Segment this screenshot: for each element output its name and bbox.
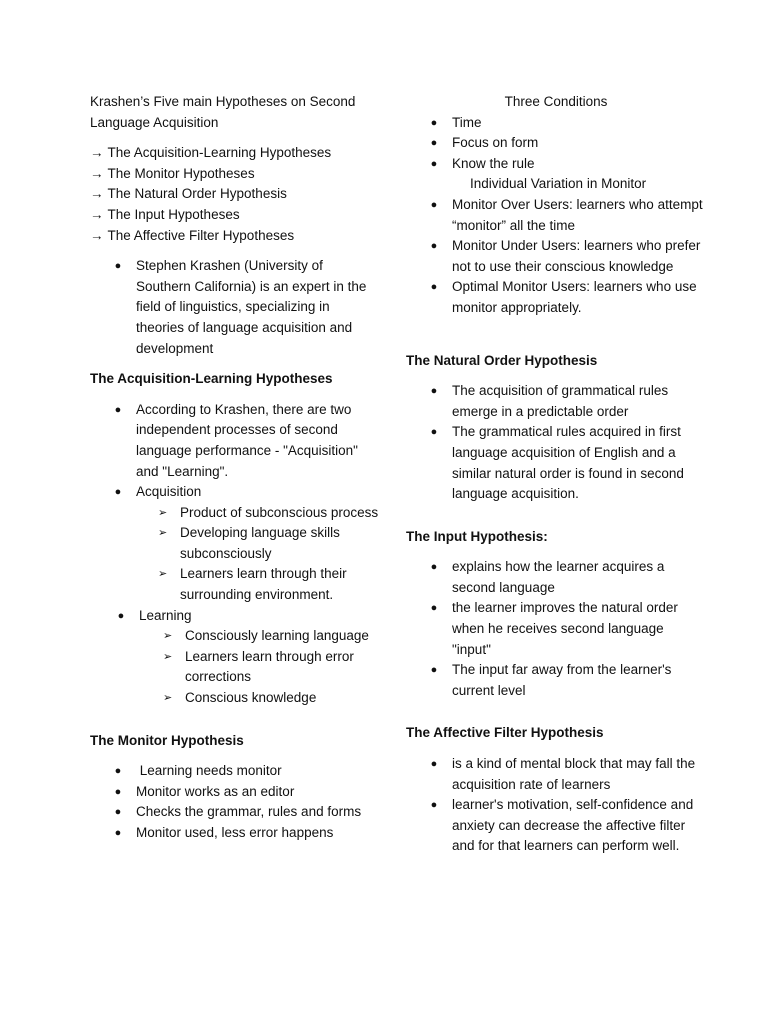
bullet-icon: ● xyxy=(430,240,438,253)
bullet-icon: ● xyxy=(430,157,438,170)
bullet-icon: ● xyxy=(114,765,122,778)
chevron-right-icon: ➢ xyxy=(158,568,168,581)
list-item: ● The acquisition of grammatical rules emerge in a predictable order xyxy=(406,381,706,422)
bullet-icon: ● xyxy=(430,561,438,574)
bullet-icon: ● xyxy=(114,260,122,273)
section-heading: The Input Hypothesis: xyxy=(406,528,548,544)
arrow-icon: → xyxy=(90,206,104,222)
list-item: → The Input Hypotheses xyxy=(90,206,240,222)
intro-list xyxy=(90,256,380,359)
list-item: ● Monitor used, less error happens xyxy=(90,823,380,844)
bullet-icon: ● xyxy=(114,785,122,798)
learning-list xyxy=(90,606,380,627)
bullet-icon: ● xyxy=(430,198,438,211)
acquisition-sublist xyxy=(90,503,380,606)
variation-title: Individual Variation in Monitor xyxy=(470,176,647,192)
section-heading: The Natural Order Hypothesis xyxy=(406,352,598,368)
list-item: ● Acquisition xyxy=(90,482,380,503)
natural-order-list xyxy=(406,381,706,505)
bullet-icon: ● xyxy=(430,116,438,129)
monitor-list xyxy=(90,761,380,843)
list-item: ● Monitor Under Users: learners who prefer not to use their conscious knowledge xyxy=(406,236,706,277)
list-item: ● the learner improves the natural order when he receives second language "input" xyxy=(406,598,706,660)
bullet-icon: ● xyxy=(430,758,438,771)
list-item: → The Acquisition-Learning Hypotheses xyxy=(90,145,332,161)
arrow-icon: → xyxy=(90,186,104,202)
list-item: ● Monitor works as an editor xyxy=(90,782,380,803)
list-item: ➢ Developing language skills subconsciously xyxy=(158,525,340,561)
list-item: ● Monitor Over Users: learners who attempt “monitor” all the time xyxy=(406,195,706,236)
list-item: ➢ Learners learn through their surrounding environment. xyxy=(158,566,347,603)
conditions-list xyxy=(406,113,706,175)
arrow-icon: → xyxy=(90,227,104,243)
list-item: ➢ Product of subconscious process xyxy=(90,503,380,524)
section-heading: The Monitor Hypothesis xyxy=(90,732,244,748)
bullet-icon: ● xyxy=(430,281,438,294)
chevron-right-icon: ➢ xyxy=(158,506,168,519)
arrow-icon: → xyxy=(90,165,104,181)
bullet-icon: ● xyxy=(430,137,438,150)
list-item: ● is a kind of mental block that may fall the acquisition rate of learners xyxy=(406,754,706,795)
chevron-right-icon: ➢ xyxy=(163,692,173,705)
list-item: ● According to Krashen, there are two independent processes of second language performance - "Acquisition" and "Learning". xyxy=(90,400,380,482)
learning-sublist xyxy=(90,626,380,708)
bullet-icon: ● xyxy=(114,827,122,839)
chevron-right-icon: ➢ xyxy=(163,630,173,643)
input-list xyxy=(406,557,706,701)
bullet-icon: ● xyxy=(117,609,125,622)
document-title: Krashen’s Five main Hypotheses on Second Language Acquisition xyxy=(90,94,356,130)
bullet-icon: ● xyxy=(430,602,438,615)
list-item: ● Stephen Krashen (University of Southern California) is an expert in the field of linguistics, specializing in theories of language acquisition and development xyxy=(90,256,380,359)
list-item: ● Time xyxy=(406,113,706,134)
list-item: ● The grammatical rules acquired in first language acquisition of English and a similar natural order is found in second language acquisition. xyxy=(406,422,706,504)
list-item: ● explains how the learner acquires a second language xyxy=(406,557,706,598)
conditions-title: Three Conditions xyxy=(504,94,608,109)
bullet-icon: ● xyxy=(430,664,438,677)
arrow-icon: → xyxy=(90,145,104,161)
list-item: ● Optimal Monitor Users: learners who use monitor appropriately. xyxy=(406,277,706,318)
list-item: ● Know the rule xyxy=(406,154,706,175)
list-item: ➢ Consciously learning language xyxy=(90,626,380,647)
bullet-icon: ● xyxy=(114,486,122,499)
list-item: ➢ Learners learn through error corrections xyxy=(163,648,354,685)
right-column xyxy=(406,92,706,857)
variation-list xyxy=(406,195,706,319)
list-item: → The Monitor Hypotheses xyxy=(90,165,255,181)
left-column xyxy=(90,92,380,844)
list-item: → The Affective Filter Hypotheses xyxy=(90,227,295,243)
bullet-icon: ● xyxy=(430,799,438,812)
list-item: ● Learning xyxy=(90,606,380,627)
chevron-right-icon: ➢ xyxy=(158,527,168,540)
acquisition-list xyxy=(90,400,380,503)
bullet-icon: ● xyxy=(114,806,122,819)
bullet-icon: ● xyxy=(430,385,438,398)
hypotheses-list xyxy=(90,143,380,246)
list-item: ● Checks the grammar, rules and forms xyxy=(90,802,380,823)
list-item: ● learner's motivation, self-confidence and anxiety can decrease the affective filter and for that learners can perform well. xyxy=(406,795,706,857)
list-item: ● Focus on form xyxy=(406,133,706,154)
chevron-right-icon: ➢ xyxy=(163,650,173,663)
list-item: ➢ Conscious knowledge xyxy=(90,688,380,709)
bullet-icon: ● xyxy=(430,426,438,439)
bullet-icon: ● xyxy=(114,403,122,416)
list-item: ● The input far away from the learner's current level xyxy=(406,660,706,701)
affective-list xyxy=(406,754,706,857)
section-heading: The Affective Filter Hypothesis xyxy=(406,725,604,741)
section-heading: The Acquisition-Learning Hypotheses xyxy=(90,371,333,387)
list-item: ● Learning needs monitor xyxy=(90,761,380,782)
list-item: → The Natural Order Hypothesis xyxy=(90,186,287,202)
